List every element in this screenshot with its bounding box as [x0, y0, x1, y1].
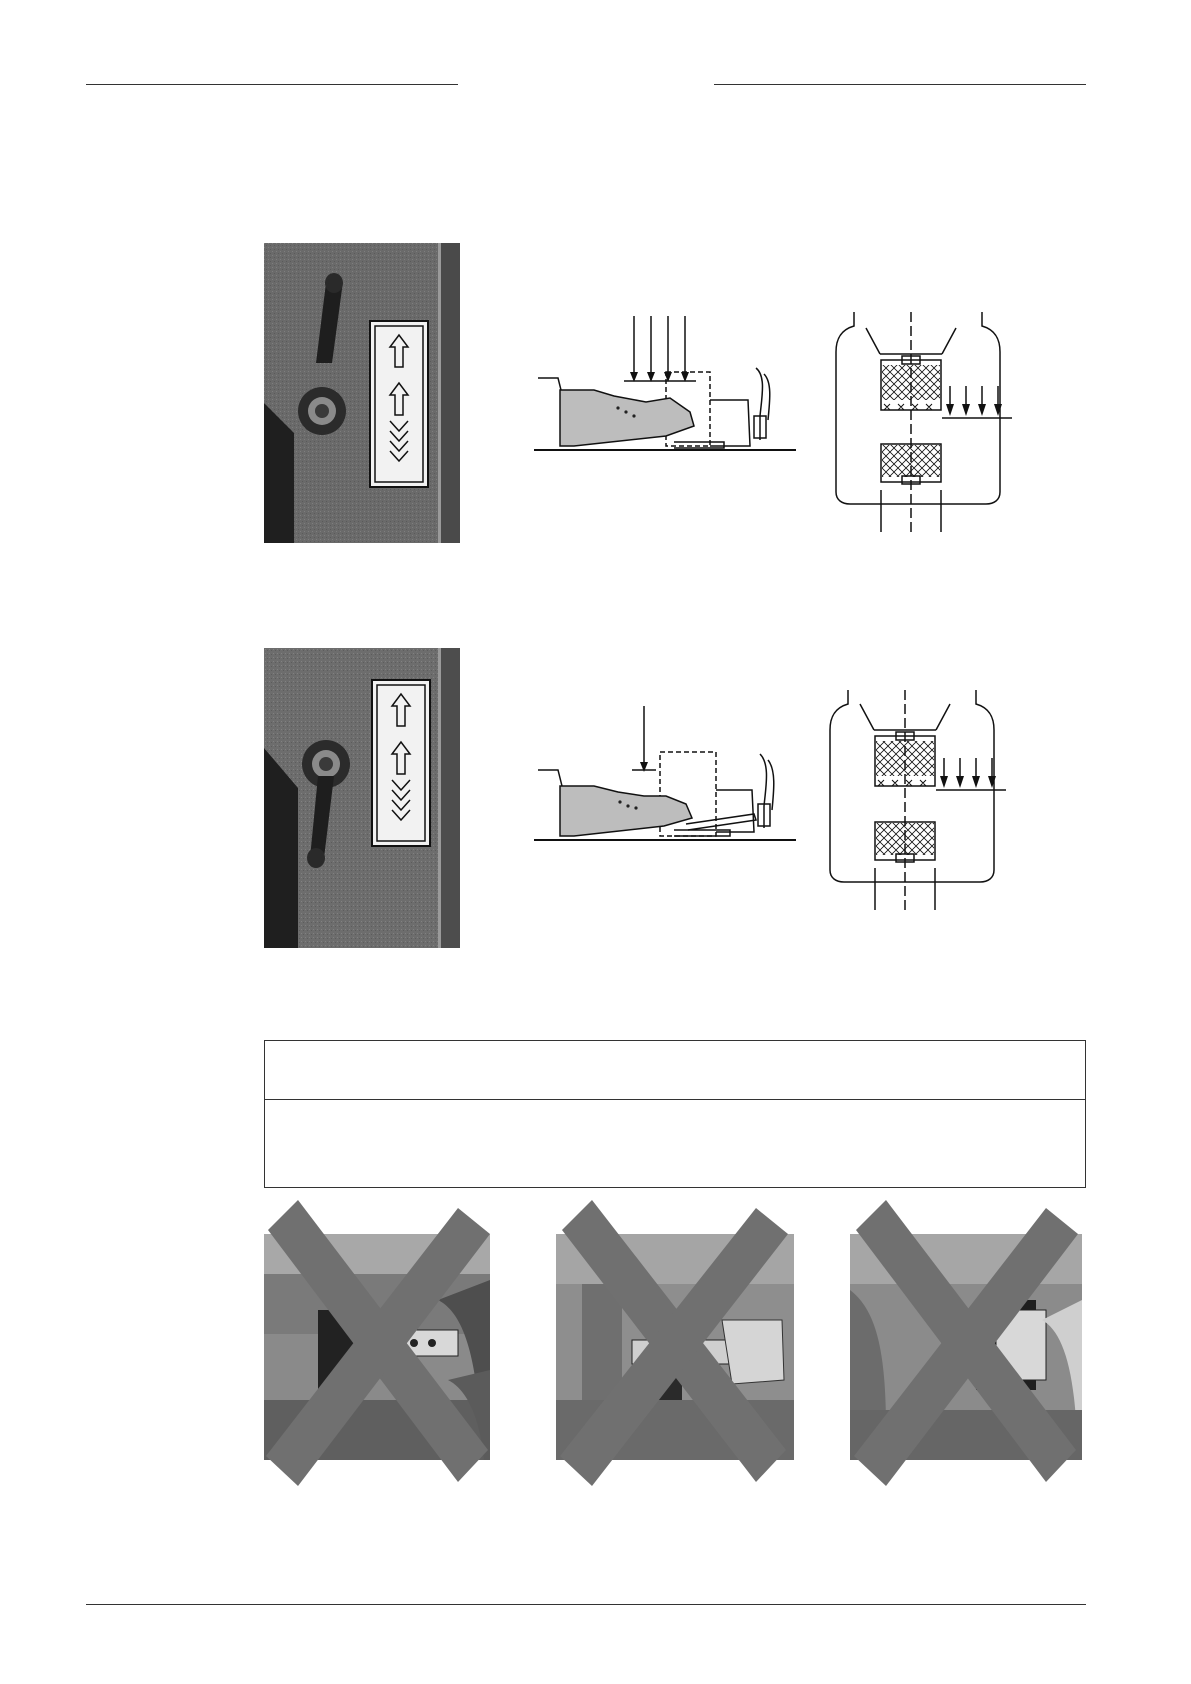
warning-box [264, 1040, 1086, 1188]
header-rule-right [714, 84, 1086, 85]
footer-rule [86, 1604, 1086, 1605]
warning-divider [265, 1099, 1085, 1100]
lever-up-photo [264, 243, 460, 543]
prohibited-use-1 [258, 1200, 498, 1490]
direction-sticker [370, 321, 428, 487]
prohibited-use-2 [552, 1200, 796, 1490]
prohibited-use-3 [846, 1200, 1086, 1490]
foot-pedal-low-force [534, 706, 796, 846]
direction-sticker [372, 680, 430, 846]
foot-pedal-high-force [534, 316, 796, 456]
die-high-force [830, 312, 1020, 532]
header-rule-left [86, 84, 458, 85]
die-low-force [824, 690, 1014, 910]
lever-down-photo [264, 648, 460, 948]
